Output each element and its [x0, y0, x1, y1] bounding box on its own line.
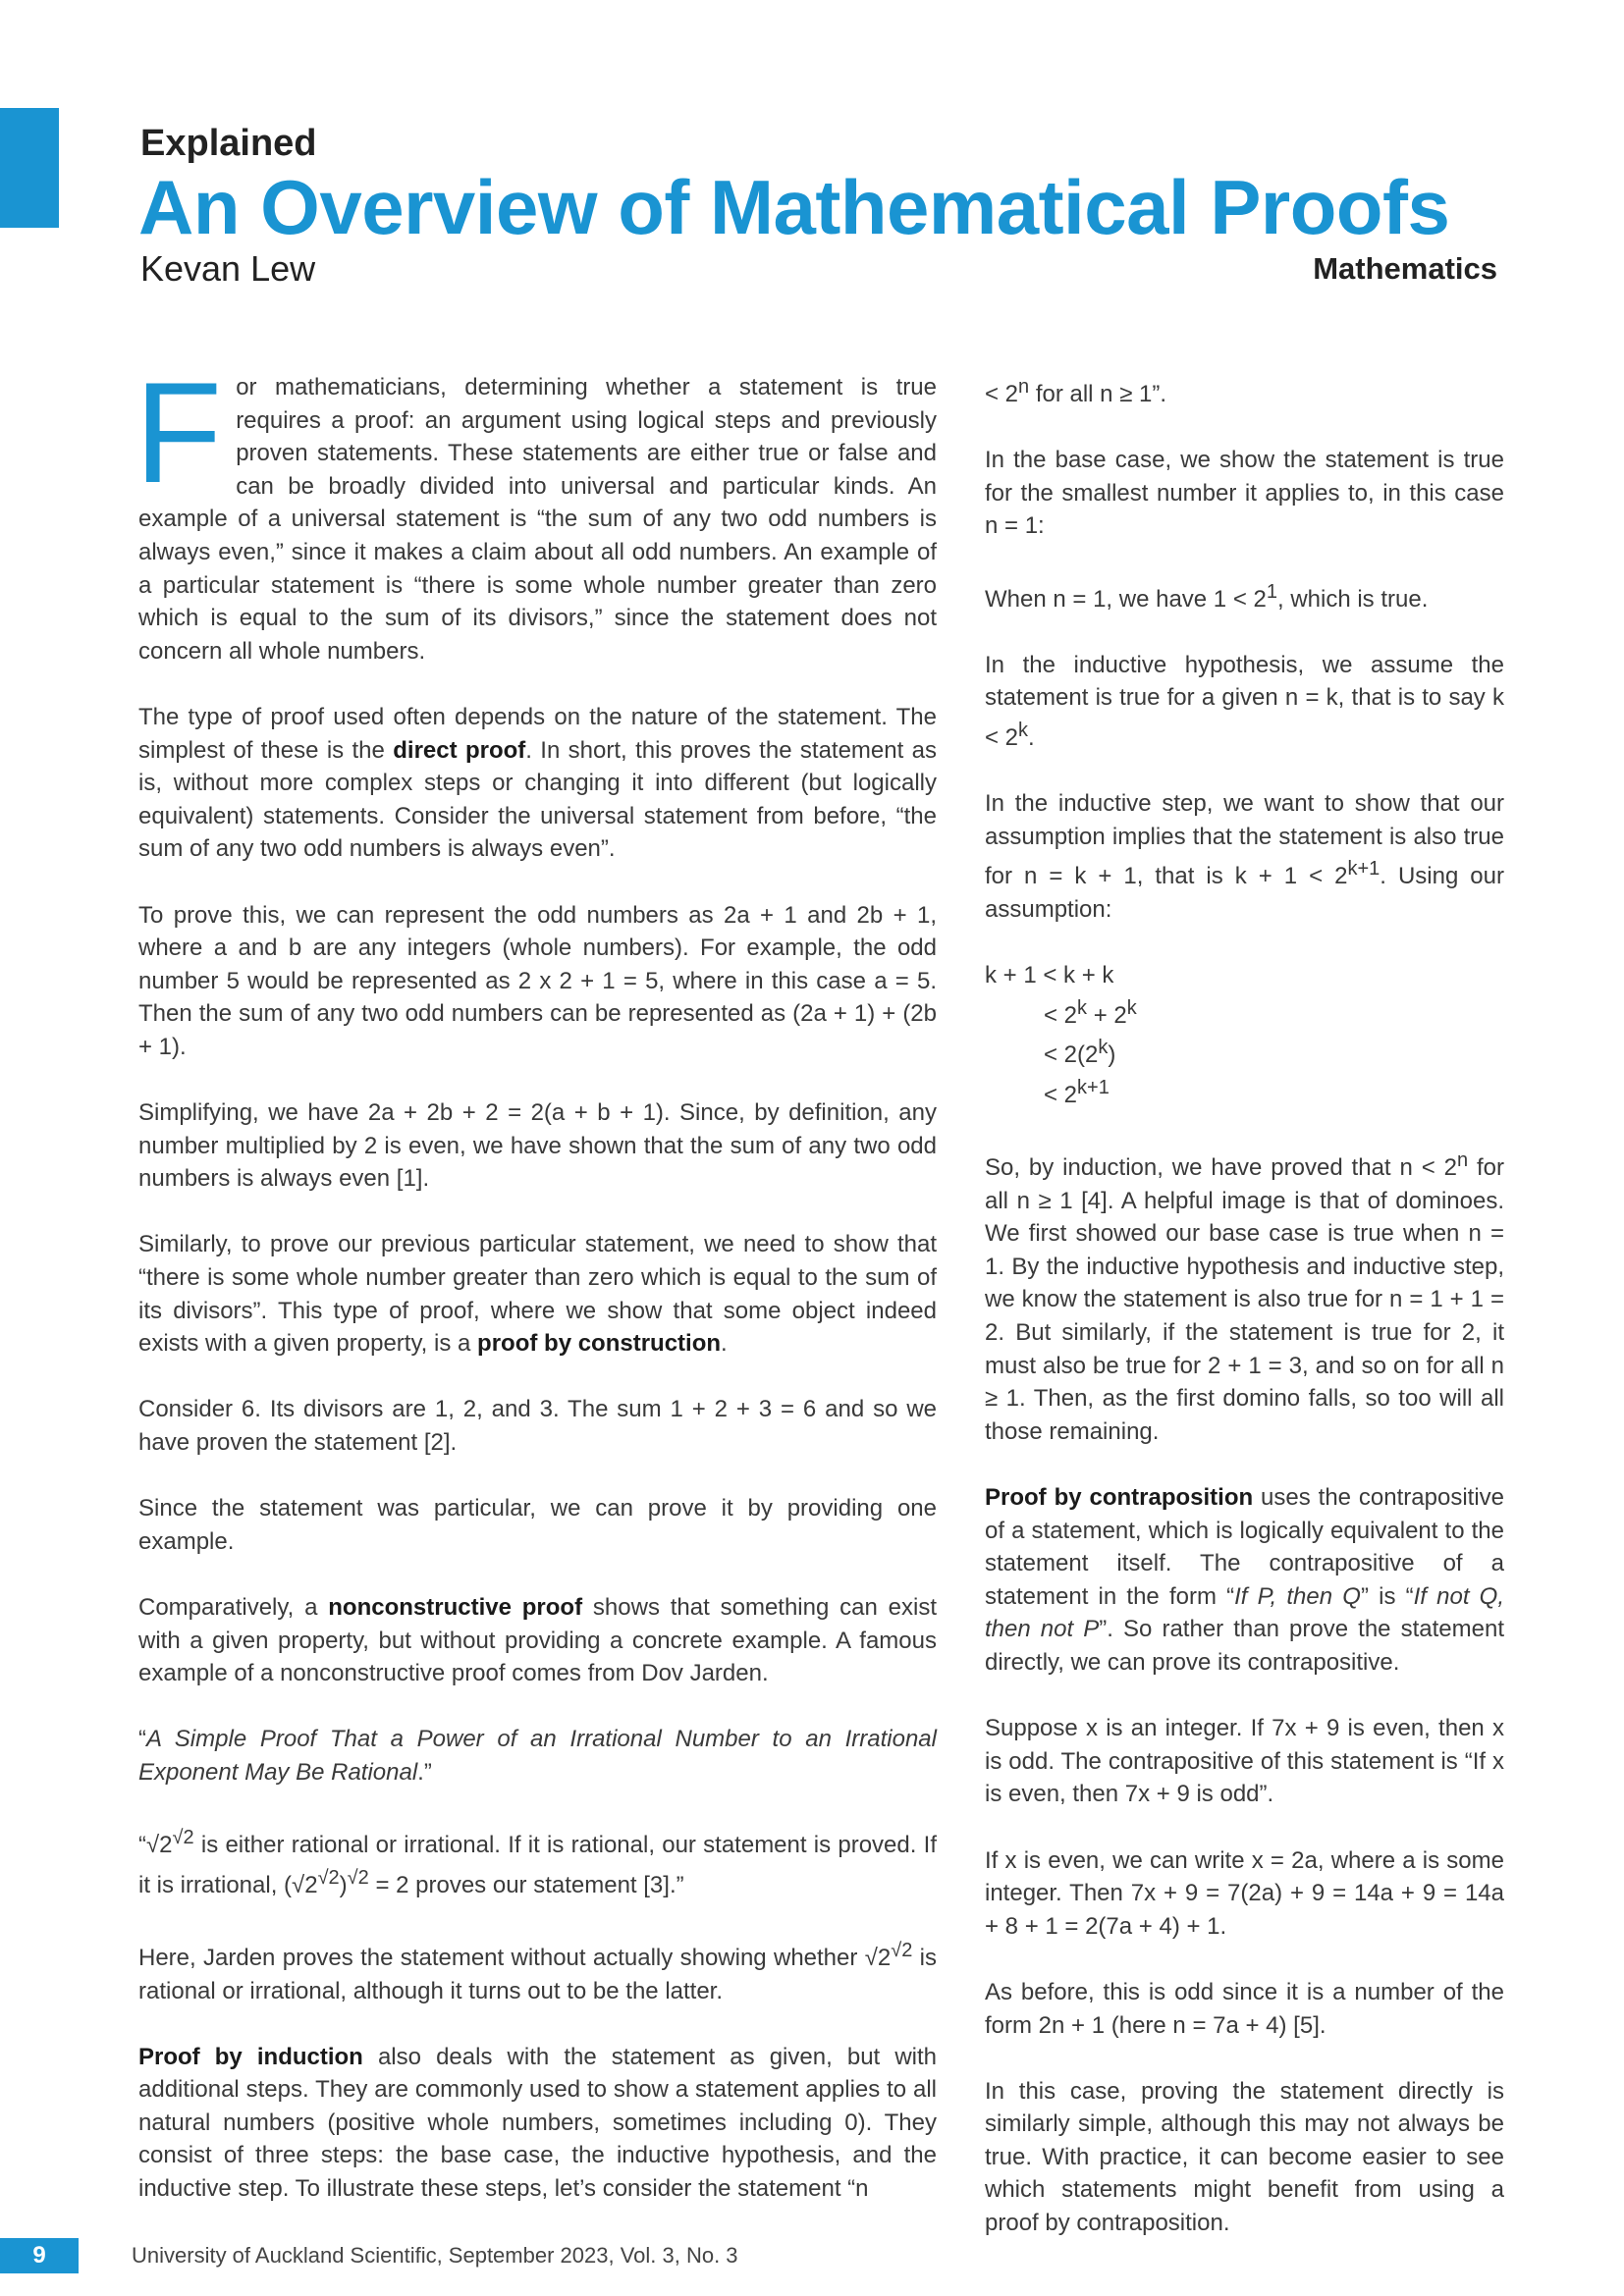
paragraph: In the base case, we show the statement is true for the smallest number it applies to, in this case n = 1: [985, 447, 1504, 540]
paragraph: For mathematicians, determining whether a statement is true requires a proof: an argument using logical steps and previously proven statements. These statements are either true or false and can be broadly divided into universal and particular kinds. An example of a universal statement is “the sum of any two odd numbers is always even,” since it makes a claim about all odd numbers. An example of a particular statement is “there is some whole number greater than zero which is equal to the sum of its divisors,” since the statement does not concern all whole numbers. [135, 352, 937, 665]
proof-quote: “$√2^{√2}$ is either rational or irrational. If it is rational, our statement is proved. If it is irrational, $(√2^{√2})^{√2} = 2$ proves our statement [3].” [138, 1827, 937, 1898]
term-proof-by-construction: proof by construction [477, 1330, 722, 1358]
article-kicker: Explained [140, 123, 317, 164]
paragraph: Proof by contraposition uses the contrapositive of a statement, which is logically equivalent to the statement itself. The contrapositive of a statement in the form “If P, then Q” is “If not Q, then not P”. So rather than prove the statement directly, we can prove its contrapositive. [985, 1484, 1505, 1676]
drop-cap: F [135, 352, 223, 512]
paragraph: Here, Jarden proves the statement without actually showing whether $√2^{√2}$ is rational or irrational, although it turns out to be the latter. [138, 1939, 937, 2004]
paragraph: So, by induction, we have proved that $n < 2^n$ for all n ≥ 1 [4]. A helpful image is that of dominoes. We first showed our base case is true when n = 1. By the inductive hypothesis and inductive step, we know the statement is also true for n = 1 + 1 = 2. But similarly, if the statement is true for 2, it must also be true for 2 + 1 = 3, and so on for all n ≥ 1. Then, as the first domino falls, so too will all those remaining. [985, 1149, 1504, 1445]
header-accent-bar [0, 108, 59, 228]
math-line: < $2^k + 2^k$ [1044, 996, 1137, 1029]
paragraph: Proof by induction also deals with the statement as given, but with additional steps. They are commonly used to show a statement applies to all natural numbers (positive whole numbers, sometimes including 0). They consist of three steps: the base case, the inductive hypothesis, and the inductive step. To illustrate these steps, let’s consider the statement “n [138, 2043, 937, 2203]
paragraph: Since the statement was particular, we can prove it by providing one example. [138, 1495, 937, 1555]
article-title: An Overview of Mathematical Proofs [138, 164, 1450, 250]
paragraph: Consider 6. Its divisors are 1, 2, and 3. The sum 1 + 2 + 3 = 6 and so we have proven the statement [2]. [138, 1396, 937, 1456]
paper-title-quote: “A Simple Proof That a Power of an Irrational Number to an Irrational Exponent May Be Rational.” [138, 1726, 937, 1786]
paragraph: The type of proof used often depends on the nature of the statement. The simplest of these is the direct proof. In short, this proves the statement as is, without more complex steps or changing it into different (but logically equivalent) statements. Consider the universal statement from before, “the sum of any two odd numbers is always even”. [138, 703, 937, 863]
paragraph: Suppose x is an integer. If 7x + 9 is even, then x is odd. The contrapositive of this statement is “If x is even, then 7x + 9 is odd”. [985, 1715, 1504, 1808]
math-line: k + 1 < k + k [985, 962, 1114, 989]
paragraph: To prove this, we can represent the odd numbers as 2a + 1 and 2b + 1, where a and b are any integers (whole numbers). For example, the odd number 5 would be represented as 2 x 2 + 1 = 5, where in this case a = 5. Then the sum of any two odd numbers can be represented as (2a + 1) + (2b + 1). [138, 901, 937, 1060]
page-number: 9 [0, 2238, 79, 2273]
article-author: Kevan Lew [140, 248, 316, 289]
term-direct-proof: direct proof [393, 736, 526, 764]
paragraph: If x is even, we can write x = 2a, where a is some integer. Then 7x + 9 = 7(2a) + 9 = 14a + 9 = 14a + 8 + 1 = 2(7a + 4) + 1. [985, 1846, 1504, 1940]
left-column [135, 352, 938, 2238]
term-proof-by-contraposition: Proof by contraposition [985, 1484, 1254, 1511]
section-tag: Mathematics [1313, 251, 1497, 286]
term-proof-by-induction: Proof by induction [138, 2043, 363, 2070]
math-line: < $2^{k+1}$ [1044, 1076, 1110, 1108]
induction-derivation [985, 959, 1504, 1111]
paragraph: As before, this is odd since it is a number of the form 2n + 1 (here n = 7a + 4) [5]. [985, 1978, 1504, 2039]
journal-citation: University of Auckland Scientific, September 2023, Vol. 3, No. 3 [132, 2243, 738, 2268]
paragraph: When n = 1, we have $1 < 2^1$, which is true. [985, 580, 1429, 613]
paragraph: In the inductive hypothesis, we assume the statement is true for a given n = k, that is to say $k < 2^k$. [985, 651, 1504, 751]
paragraph: < $2^n$ for all n ≥ 1”. [985, 376, 1167, 407]
paragraph: Comparatively, a nonconstructive proof shows that something can exist with a given property, but without providing a concrete example. A famous example of a nonconstructive proof comes from Dov Jarden. [138, 1593, 938, 1687]
paragraph: In this case, proving the statement directly is similarly simple, although this may not always be true. With practice, it can become easier to see which statements might benefit from using a proof by contraposition. [985, 2077, 1504, 2237]
term-nonconstructive-proof: nonconstructive proof [328, 1593, 583, 1621]
paragraph: In the inductive step, we want to show that our assumption implies that the statement is also true for n = k + 1, that is $k + 1 < 2^{k+1}$. Using our assumption: [985, 790, 1504, 923]
paragraph: Simplifying, we have 2a + 2b + 2 = 2(a + b + 1). Since, by definition, any number multiplied by 2 is even, we have shown that the sum of any two odd numbers is always even [1]. [138, 1099, 937, 1193]
paragraph: Similarly, to prove our previous particular statement, we need to show that “there is some whole number greater than zero which is equal to the sum of its divisors”. This type of proof, where we show that some object indeed exists with a given property, is a proof by construction. [138, 1231, 937, 1358]
right-column [985, 371, 1504, 2272]
math-line: < $2(2^k)$ [1044, 1037, 1116, 1069]
